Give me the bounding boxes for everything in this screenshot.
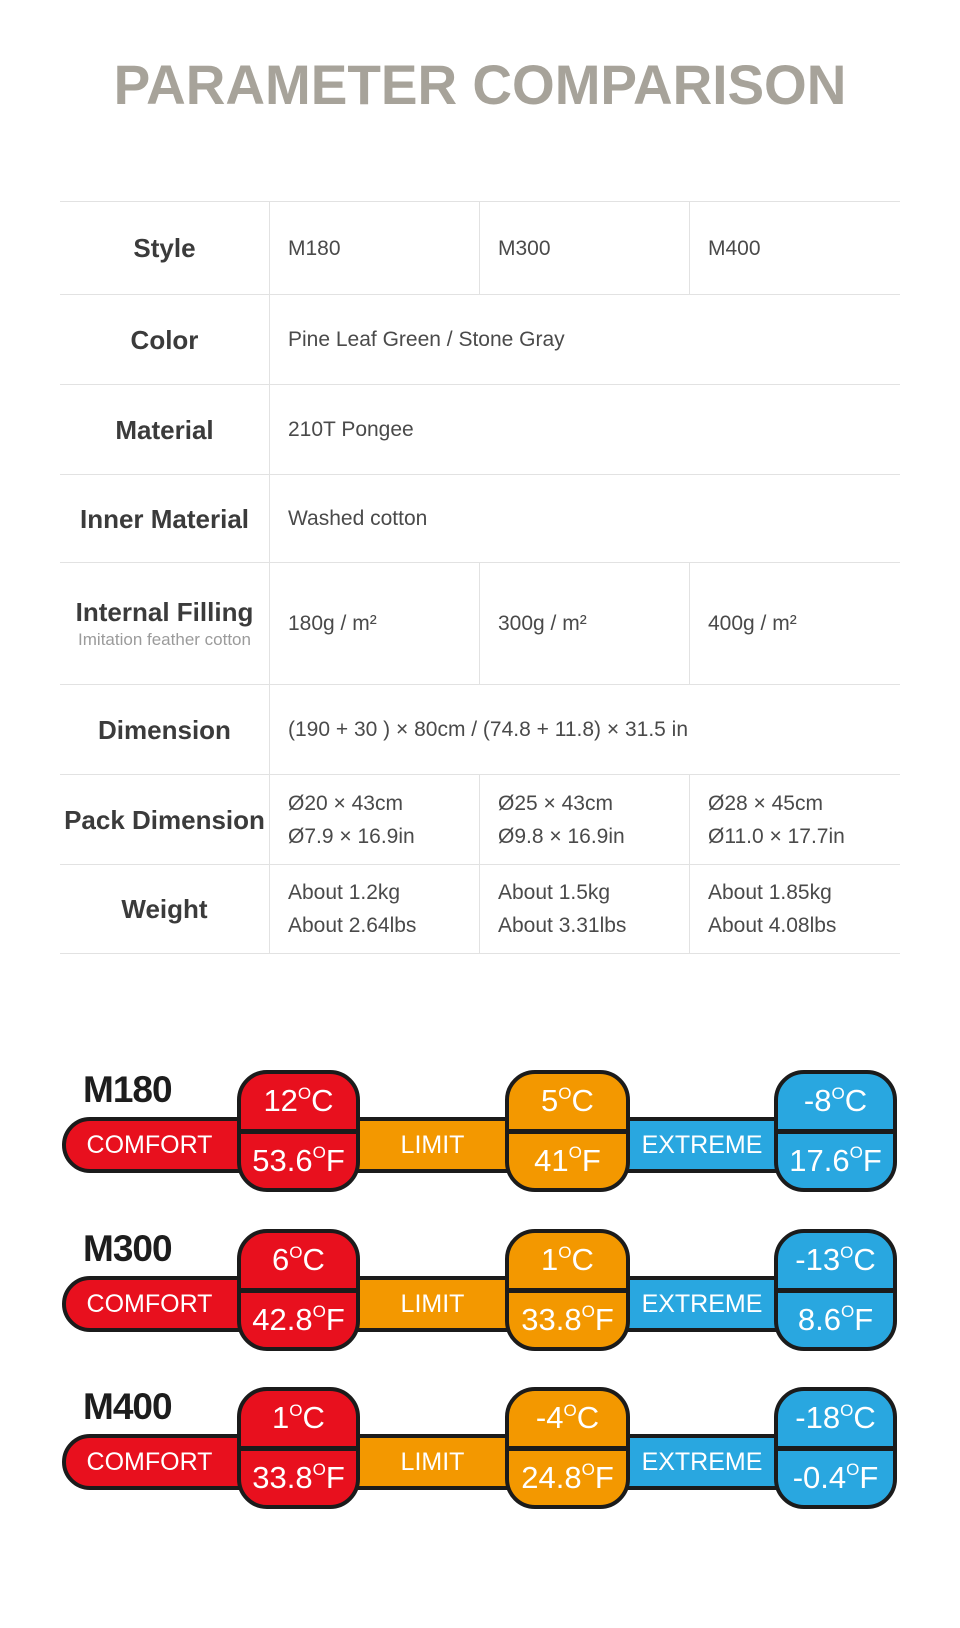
extreme-fahrenheit: -0.4 $^O$ F	[792, 1459, 879, 1495]
weight-m180-lbs: About 2.64lbs	[288, 914, 417, 937]
table-row-dimension	[60, 685, 900, 775]
temp-row-m400	[60, 1387, 900, 1509]
temp-row-m180	[60, 1070, 900, 1192]
row-label: Pack Dimension	[64, 804, 265, 835]
comfort-temp-box	[237, 1229, 360, 1351]
comfort-celsius: 1 $^O$ C	[272, 1400, 325, 1436]
row-label: Weight	[121, 894, 208, 924]
extreme-celsius: -18 $^O$ C	[795, 1400, 876, 1436]
temperature-rating-chart	[60, 1070, 900, 1515]
pack-m300-in: Ø9.8 × 16.9in	[498, 824, 625, 848]
extreme-celsius: -8 $^O$ C	[803, 1083, 868, 1119]
table-row-pack-dimension	[60, 775, 900, 865]
extreme-label: EXTREME	[641, 1130, 763, 1159]
weight-m400-kg: About 1.85kg	[708, 881, 832, 904]
limit-label: LIMIT	[400, 1447, 465, 1476]
row-label: Color	[130, 324, 199, 355]
comfort-fahrenheit: 53.6 $^O$ F	[252, 1142, 345, 1178]
style-m300: M300	[498, 236, 551, 260]
filling-m180: 180g / m²	[288, 612, 377, 635]
comfort-label: COMFORT	[86, 1447, 213, 1476]
row-label: Style	[133, 233, 196, 263]
pack-m400-in: Ø11.0 × 17.7in	[708, 824, 845, 848]
limit-temp-box	[505, 1387, 630, 1509]
model-label-m400: M400	[83, 1386, 172, 1427]
extreme-temp-box	[774, 1387, 897, 1509]
pack-m400-cm: Ø28 × 45cm	[708, 791, 823, 815]
comfort-temp-box	[237, 1387, 360, 1509]
spec-table	[60, 201, 900, 954]
weight-m400-lbs: About 4.08lbs	[708, 914, 837, 937]
table-row-style	[60, 202, 900, 295]
limit-celsius: 1 $^O$ C	[541, 1242, 594, 1278]
row-label: Internal Filling	[75, 597, 254, 627]
filling-m300: 300g / m²	[498, 612, 587, 635]
pack-m180-cm: Ø20 × 43cm	[288, 791, 403, 815]
comfort-celsius: 6 $^O$ C	[272, 1242, 325, 1278]
model-label-m300: M300	[83, 1228, 172, 1269]
color-value: Pine Leaf Green / Stone Gray	[288, 328, 565, 351]
table-row-weight	[60, 865, 900, 954]
extreme-temp-box	[774, 1070, 897, 1192]
comfort-temp-box	[237, 1070, 360, 1192]
extreme-fahrenheit: 8.6 $^O$ F	[797, 1301, 874, 1337]
page-title: PARAMETER COMPARISON	[113, 53, 847, 116]
limit-fahrenheit: 41 $^O$ F	[534, 1142, 601, 1178]
row-label: Material	[115, 414, 214, 445]
filling-m400: 400g / m²	[708, 612, 797, 635]
comfort-label: COMFORT	[86, 1130, 213, 1159]
style-m400: M400	[708, 236, 761, 260]
inner-material-value: Washed cotton	[288, 507, 428, 530]
limit-fahrenheit: 33.8 $^O$ F	[521, 1301, 614, 1337]
comfort-fahrenheit: 33.8 $^O$ F	[252, 1459, 345, 1495]
comfort-fahrenheit: 42.8 $^O$ F	[252, 1301, 345, 1337]
row-sublabel: Imitation feather cotton	[78, 630, 251, 649]
pack-m180-in: Ø7.9 × 16.9in	[288, 824, 415, 848]
extreme-celsius: -13 $^O$ C	[795, 1242, 876, 1278]
comfort-label: COMFORT	[86, 1289, 213, 1318]
extreme-fahrenheit: 17.6 $^O$ F	[789, 1142, 882, 1178]
temp-row-m300	[60, 1229, 900, 1351]
limit-celsius: -4 $^O$ C	[535, 1400, 600, 1436]
dimension-value: (190 + 30 ) × 80cm / (74.8 + 11.8) × 31.5 in	[288, 718, 689, 741]
table-row-internal-filling	[60, 563, 900, 685]
extreme-temp-box	[774, 1229, 897, 1351]
material-value: 210T Pongee	[288, 418, 414, 441]
limit-label: LIMIT	[400, 1130, 465, 1159]
comfort-celsius: 12 $^O$ C	[263, 1083, 334, 1119]
pack-m300-cm: Ø25 × 43cm	[498, 791, 613, 815]
weight-m300-kg: About 1.5kg	[498, 881, 611, 904]
limit-fahrenheit: 24.8 $^O$ F	[521, 1459, 614, 1495]
model-label-m180: M180	[83, 1069, 172, 1110]
table-row-color	[60, 295, 900, 385]
limit-temp-box	[505, 1229, 630, 1351]
row-label: Dimension	[98, 714, 231, 745]
row-label: Inner Material	[79, 503, 250, 534]
weight-m180-kg: About 1.2kg	[288, 881, 401, 904]
weight-m300-lbs: About 3.31lbs	[498, 914, 627, 937]
limit-label: LIMIT	[400, 1289, 465, 1318]
table-row-inner-material	[60, 475, 900, 563]
limit-temp-box	[505, 1070, 630, 1192]
table-row-material	[60, 385, 900, 475]
style-m180: M180	[288, 236, 341, 260]
extreme-label: EXTREME	[641, 1447, 763, 1476]
limit-celsius: 5 $^O$ C	[541, 1083, 594, 1119]
extreme-label: EXTREME	[641, 1289, 763, 1318]
